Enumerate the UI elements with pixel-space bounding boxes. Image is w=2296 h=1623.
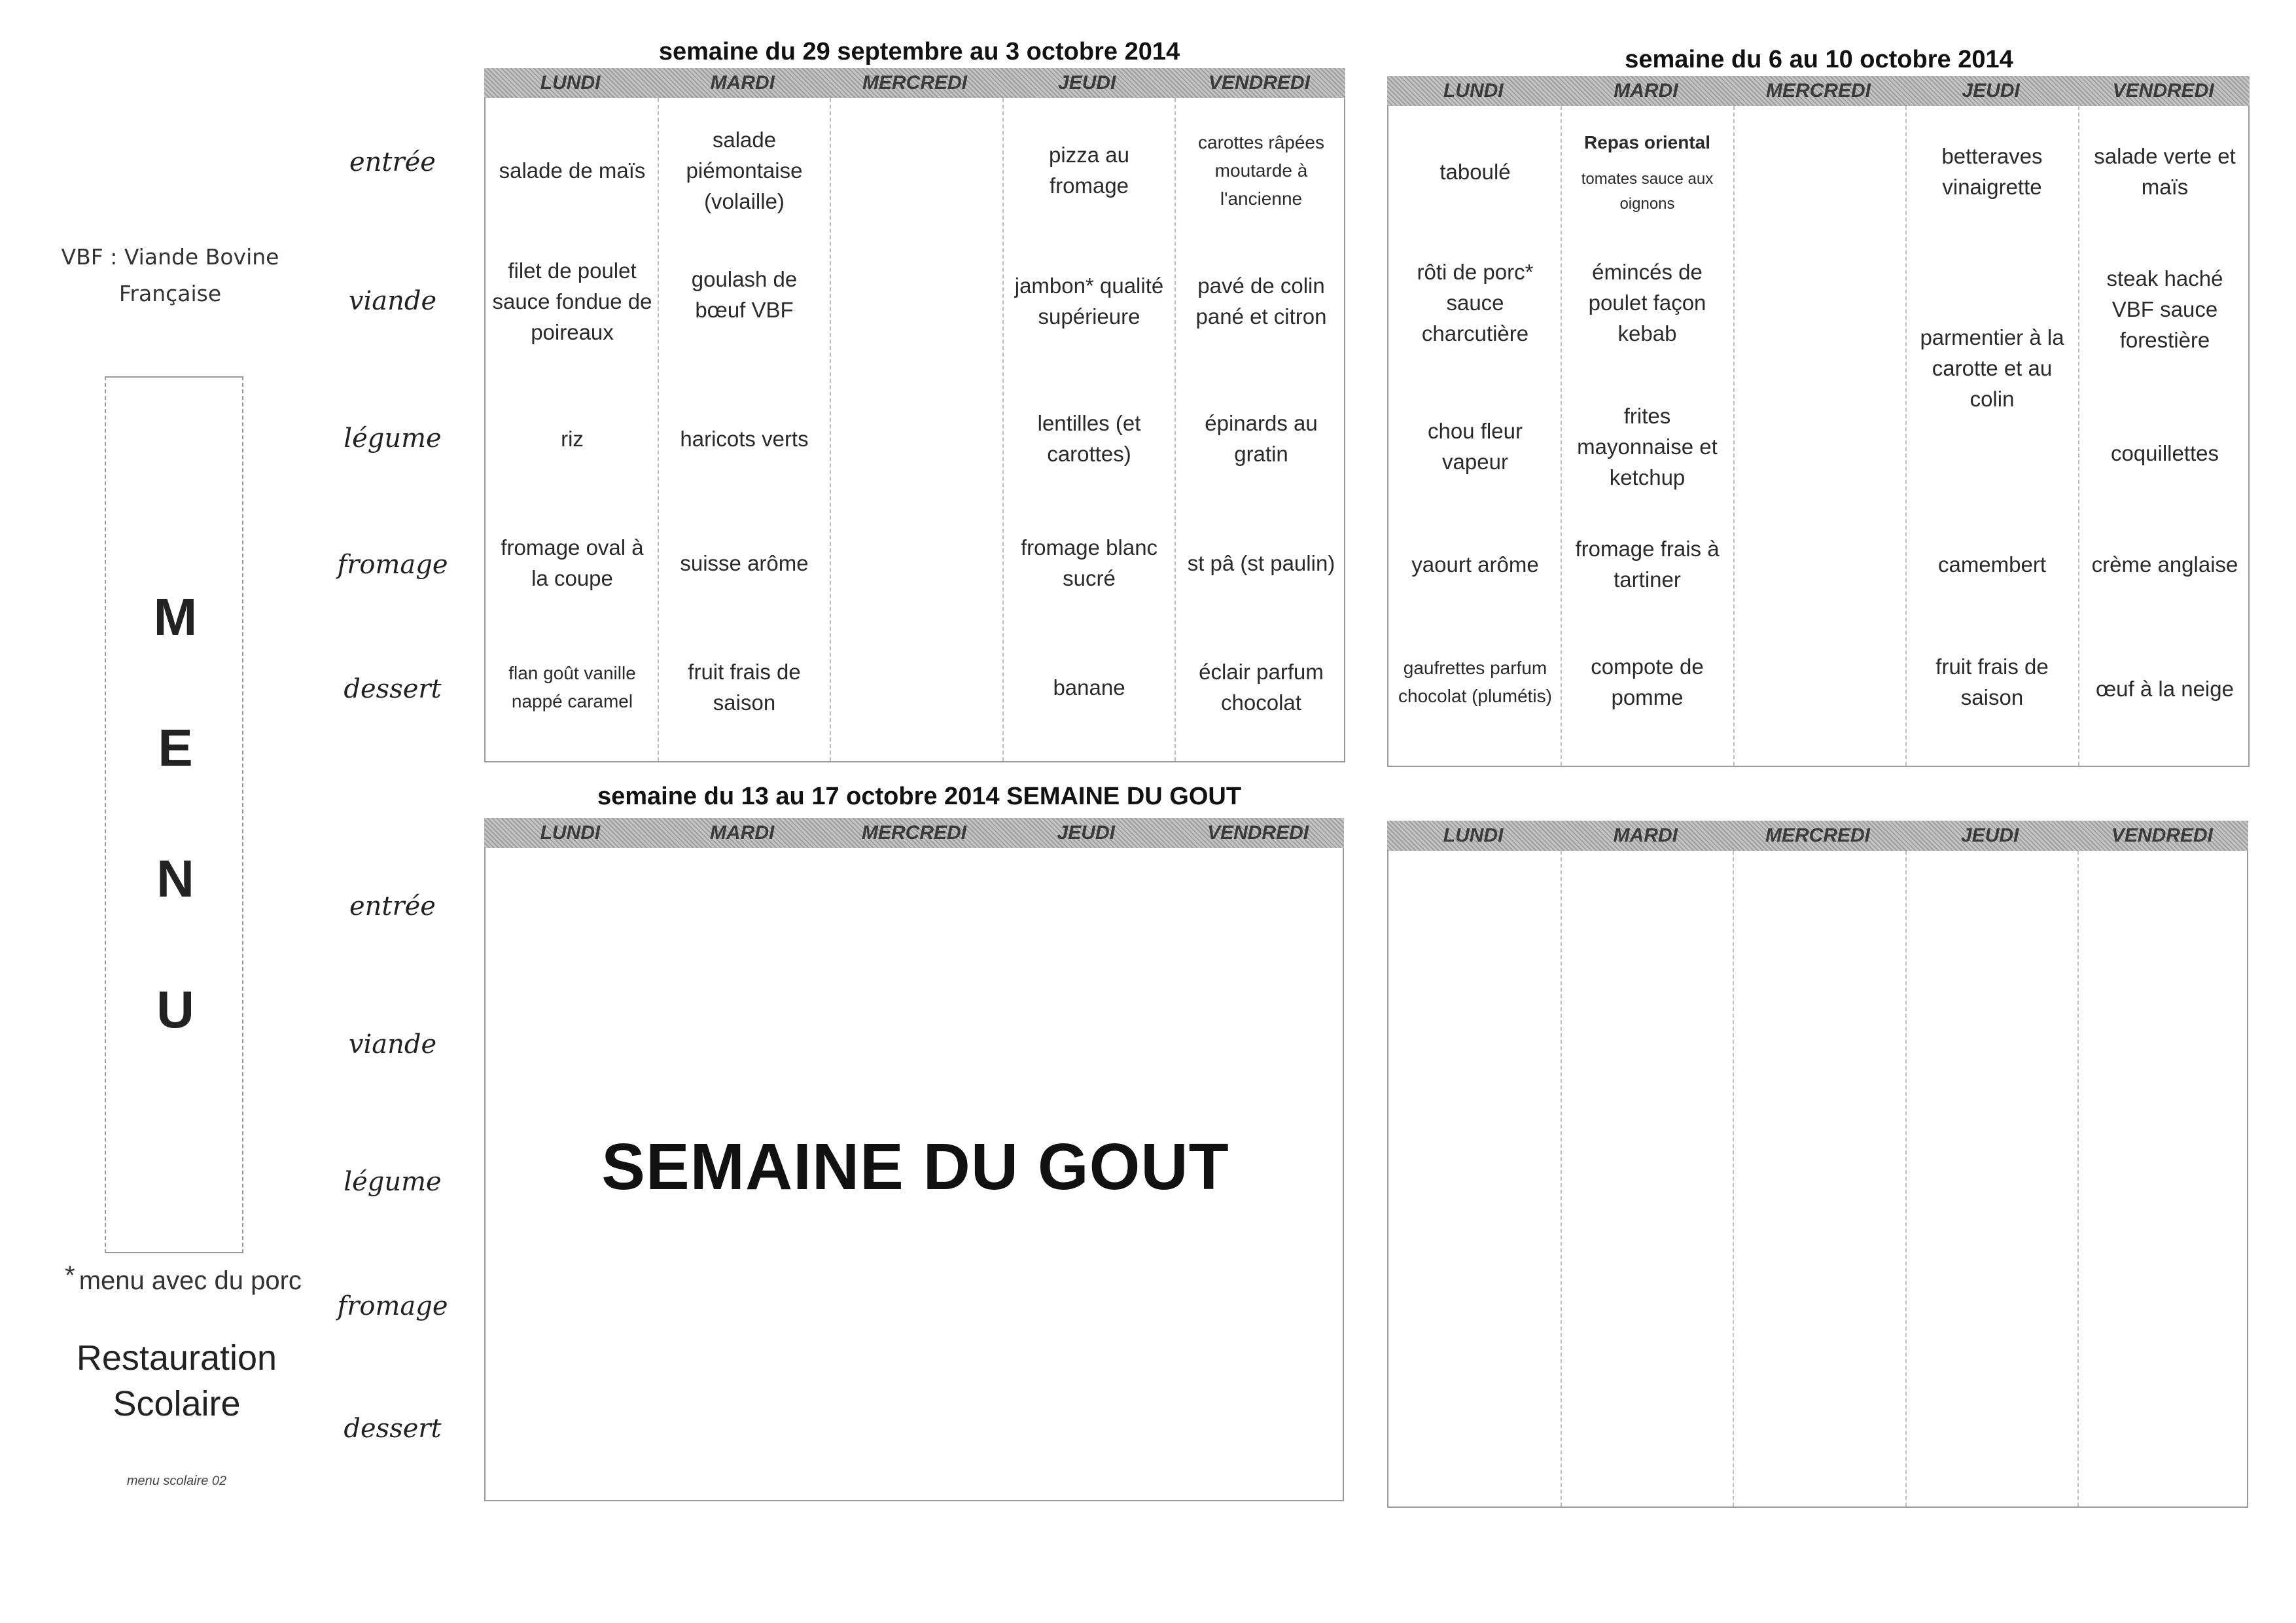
cell-p1-mardi-dessert: fruit frais de saison xyxy=(688,660,801,715)
cell-p2-vendredi-viande: steak haché VBF sauce forestière xyxy=(2106,266,2223,352)
cell-p1-mardi-viande: goulash de bœuf VBF xyxy=(691,267,798,322)
day-lundi: LUNDI xyxy=(540,72,601,94)
cell-p2-jeudi-entree: betteraves vinaigrette xyxy=(1941,144,2043,199)
cell-p2-vendredi-entree: salade verte et maïs xyxy=(2094,144,2236,199)
cell-p1-mardi-fromage: suisse arôme xyxy=(680,550,809,575)
col-divider xyxy=(658,98,659,761)
day-mercredi: MERCREDI xyxy=(1765,825,1871,846)
vbf-note-line2: Française xyxy=(118,281,222,306)
cell-p1-vendredi-fromage: st pâ (st paulin) xyxy=(1187,550,1335,575)
cell-p2-lundi-fromage: yaourt arôme xyxy=(1411,552,1539,577)
row-label-dessert-2: dessert xyxy=(344,1414,442,1444)
panel3-title: semaine du 13 au 17 octobre 2014 SEMAINE DU GOUT xyxy=(597,783,1242,810)
day-jeudi: JEUDI xyxy=(1057,822,1115,844)
col-divider xyxy=(1905,106,1907,766)
col-divider xyxy=(830,98,831,761)
pork-note xyxy=(46,1261,321,1296)
panel4-header xyxy=(1387,821,2248,851)
col-divider xyxy=(1733,851,1734,1507)
cell-p1-vendredi-viande: pavé de colin pané et citron xyxy=(1195,274,1327,329)
cell-p2-mardi-viande: émincés de poulet façon kebab xyxy=(1588,259,1706,346)
day-mercredi: MERCREDI xyxy=(861,822,966,844)
vbf-note-line1: VBF : Viande Bovine xyxy=(61,244,279,270)
cell-p2-vendredi-legume: coquillettes xyxy=(2110,440,2219,465)
cell-p2-lundi-legume: chou fleur vapeur xyxy=(1428,419,1523,474)
cell-p2-mardi-dessert: compote de pomme xyxy=(1591,654,1704,709)
day-mardi: MARDI xyxy=(710,72,775,94)
panel-week2 xyxy=(1387,80,2250,767)
menu-letter-m: M xyxy=(153,588,198,646)
cell-p2-lundi-viande: rôti de porc* sauce charcutière xyxy=(1417,259,1534,346)
day-lundi: LUNDI xyxy=(540,822,601,844)
cell-p2-jeudi-dessert: fruit frais de saison xyxy=(1935,654,2049,709)
day-mardi: MARDI xyxy=(1614,80,1678,101)
row-label-fromage-1: fromage xyxy=(337,550,448,580)
cell-p1-lundi-dessert: flan goût vanille nappé caramel xyxy=(508,663,636,711)
pork-star: * xyxy=(65,1261,75,1290)
day-jeudi: JEUDI xyxy=(1961,825,2019,846)
cell-p2-jeudi-fromage: camembert xyxy=(1937,552,2047,577)
row-label-entree-2: entrée xyxy=(349,891,436,921)
cell-p1-vendredi-dessert: éclair parfum chocolat xyxy=(1199,660,1324,715)
panel-week1 xyxy=(484,72,1345,762)
resto-line1: Restauration xyxy=(76,1338,277,1378)
cell-p1-mardi-entree: salade piémontaise (volaille) xyxy=(686,127,803,213)
day-vendredi: VENDREDI xyxy=(1208,72,1310,94)
cell-p2-vendredi-fromage: crème anglaise xyxy=(2091,552,2238,577)
col-divider xyxy=(1733,106,1735,766)
cell-p1-lundi-entree: salade de maïs xyxy=(499,158,646,183)
day-mardi: MARDI xyxy=(1613,825,1678,846)
day-mardi: MARDI xyxy=(710,822,775,844)
day-jeudi: JEUDI xyxy=(1058,72,1116,94)
restauration-scolaire xyxy=(26,1335,327,1427)
cell-p1-lundi-fromage: fromage oval à la coupe xyxy=(501,535,644,590)
menu-letter-e: E xyxy=(158,719,193,777)
col-divider xyxy=(1174,98,1176,761)
cell-p2-mardi-legume: frites mayonnaise et ketchup xyxy=(1577,403,1718,490)
cell-p1-lundi-legume: riz xyxy=(561,426,584,451)
cell-p2-vendredi-dessert: œuf à la neige xyxy=(2096,676,2234,701)
day-mercredi: MERCREDI xyxy=(1765,80,1871,101)
resto-line2: Scolaire xyxy=(113,1384,241,1423)
day-lundi: LUNDI xyxy=(1443,80,1504,101)
col-divider xyxy=(1561,106,1562,766)
row-label-legume-2: légume xyxy=(344,1167,442,1197)
panel1-title: semaine du 29 septembre au 3 octobre 2014 xyxy=(658,38,1180,65)
day-vendredi: VENDREDI xyxy=(2111,825,2213,846)
day-jeudi: JEUDI xyxy=(1962,80,2020,101)
row-label-legume-1: légume xyxy=(344,423,442,454)
panel1-header xyxy=(484,68,1345,98)
repas-oriental-label: Repas oriental xyxy=(1584,132,1710,152)
panel-week4-empty xyxy=(1387,825,2248,1508)
row-label-fromage-2: fromage xyxy=(337,1291,448,1321)
cell-p1-jeudi-viande: jambon* qualité supérieure xyxy=(1014,274,1164,329)
row-label-viande-1: viande xyxy=(348,286,437,316)
row-label-viande-2: viande xyxy=(348,1029,437,1060)
panel2-header xyxy=(1387,76,2250,106)
mardi-entree-text: tomates sauce aux oignons xyxy=(1581,169,1714,213)
cell-p1-jeudi-legume: lentilles (et carottes) xyxy=(1037,411,1141,466)
day-lundi: LUNDI xyxy=(1443,825,1504,846)
cell-p2-mardi-entree xyxy=(1567,122,1727,221)
vbf-note xyxy=(39,239,301,312)
cell-p1-jeudi-entree: pizza au fromage xyxy=(1049,143,1129,198)
cell-p1-mardi-legume: haricots verts xyxy=(680,426,809,451)
day-mercredi: MERCREDI xyxy=(862,72,968,94)
cell-p1-lundi-viande: filet de poulet sauce fondue de poireaux xyxy=(492,258,652,344)
cell-p2-mardi-fromage: fromage frais à tartiner xyxy=(1575,537,1720,592)
day-vendredi: VENDREDI xyxy=(2112,80,2214,101)
panel-week3 xyxy=(484,822,1344,1501)
col-divider xyxy=(2077,851,2079,1507)
row-label-entree-1: entrée xyxy=(349,147,436,177)
panel2-title: semaine du 6 au 10 octobre 2014 xyxy=(1625,46,2013,73)
row-label-dessert-1: dessert xyxy=(344,674,442,704)
col-divider xyxy=(1002,98,1004,761)
menu-letter-n: N xyxy=(156,849,194,908)
cell-p1-jeudi-dessert: banane xyxy=(1053,675,1125,700)
day-vendredi: VENDREDI xyxy=(1207,822,1309,844)
cell-p2-lundi-dessert: gaufrettes parfum chocolat (plumétis) xyxy=(1398,658,1552,706)
cell-p2-lundi-entree: taboulé xyxy=(1439,159,1511,184)
col-divider xyxy=(1561,851,1562,1507)
panel3-header xyxy=(484,818,1344,848)
cell-p2-jeudi-plat: parmentier à la carotte et au colin xyxy=(1920,325,2064,411)
menu-letter-u: U xyxy=(156,980,194,1039)
col-divider xyxy=(2078,106,2079,766)
cell-p1-vendredi-legume: épinards au gratin xyxy=(1205,411,1318,466)
footer-note: menu scolaire 02 xyxy=(126,1474,227,1488)
cell-p1-jeudi-fromage: fromage blanc sucré xyxy=(1020,535,1158,590)
pork-note-text: menu avec du porc xyxy=(79,1266,302,1295)
menu-vertical-box xyxy=(105,376,243,1253)
col-divider xyxy=(1905,851,1907,1507)
cell-p1-vendredi-entree: carottes râpées moutarde à l'ancienne xyxy=(1198,132,1324,209)
semaine-du-gout-banner: SEMAINE DU GOUT xyxy=(601,1130,1229,1204)
